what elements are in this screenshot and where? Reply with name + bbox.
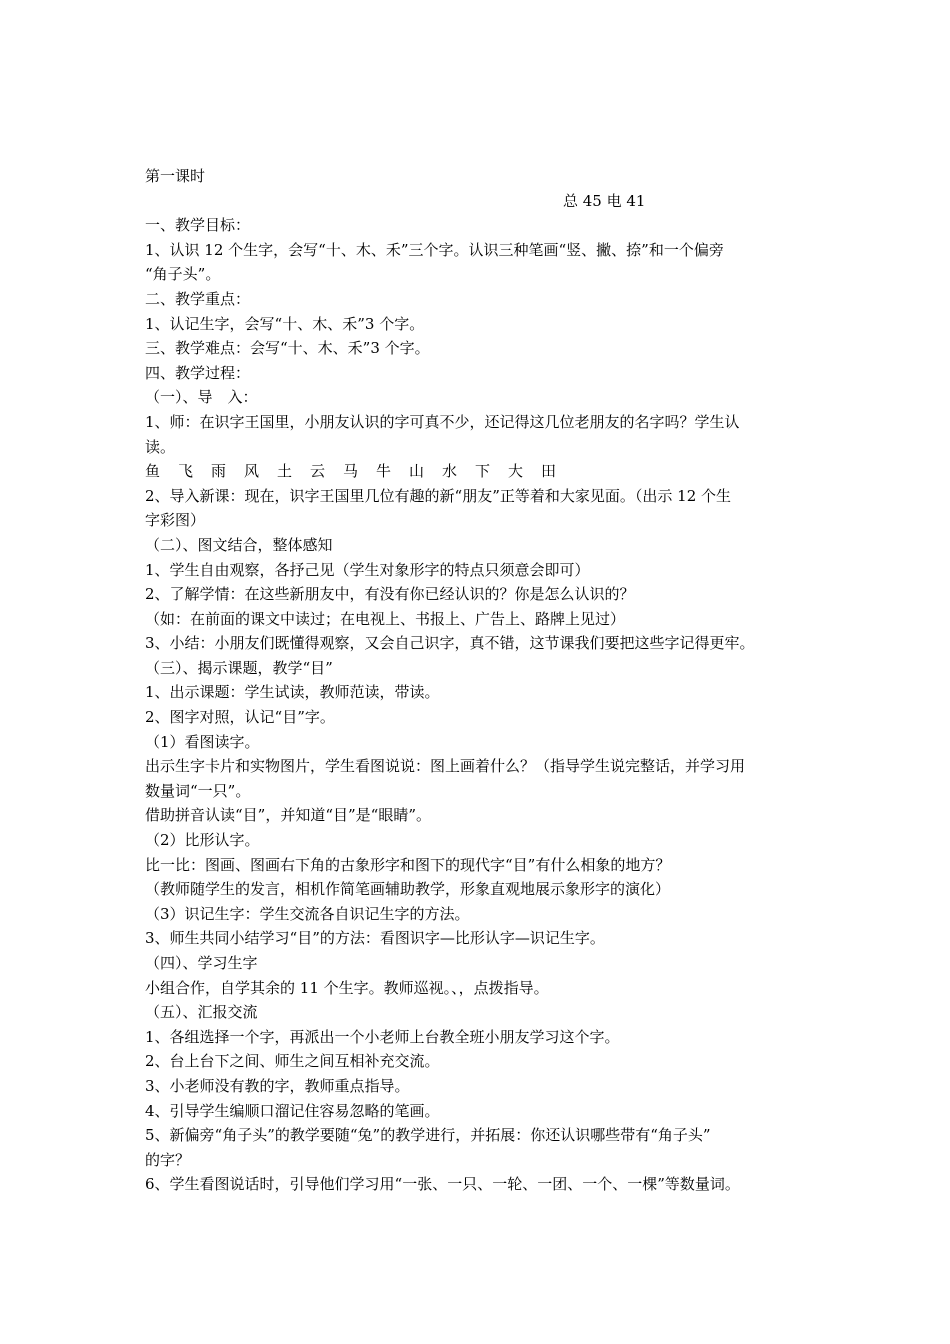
text-line: 1、出示课题：学生试读，教师范读，带读。: [145, 683, 440, 702]
text-line: 4、引导学生编顺口溜记住容易忽略的笔画。: [145, 1101, 440, 1120]
text-line: 2、导入新课：现在，识字王国里几位有趣的新“朋友”正等着和大家见面。（出示 12 个生: [145, 486, 732, 505]
text-line: 四、教学过程：: [145, 363, 251, 382]
character-row: [145, 459, 815, 484]
text-line: （2）比形认字。: [145, 831, 260, 850]
text-line: 小组合作，自学其余的 11 个生字。教师巡视。、，点拨指导。: [145, 978, 549, 997]
character: 风: [244, 462, 260, 481]
character: 牛: [376, 462, 392, 481]
text-line: 3、师生共同小结学习“目”的方法：看图识字—比形认字—识记生字。: [145, 929, 605, 948]
character: 飞: [178, 462, 194, 481]
text-line: 借助拼音认读“目”，并知道“目”是“眼睛”。: [145, 806, 432, 825]
text-line: （3）识记生字：学生交流各自识记生字的方法。: [145, 904, 470, 923]
text-line: 1、各组选择一个字，再派出一个小老师上台教全班小朋友学习这个字。: [145, 1027, 620, 1046]
document-page: [145, 164, 815, 1197]
text-line: 3、小结：小朋友们既懂得观察，又会自己识字，真不错，这节课我们要把这些字记得更牢。: [145, 634, 755, 653]
text-line: 1、认记生字，会写“十、木、禾”3 个字。: [145, 314, 425, 333]
text-line: 2、台上台下之间、师生之间互相补充交流。: [145, 1052, 440, 1071]
lesson-title: 第一课时: [145, 167, 206, 185]
text-line: 5、新偏旁“角子头”的教学要随“兔”的教学进行，并拓展：你还认识哪些带有“角子头”: [145, 1126, 711, 1145]
text-line: （一）、导 入：: [145, 388, 258, 407]
text-line: （如：在前面的课文中读过；在电视上、书报上、广告上、路牌上见过）: [145, 609, 626, 628]
character: 土: [277, 462, 293, 481]
character: 鱼: [145, 462, 161, 481]
text-line: 的字？: [145, 1150, 191, 1169]
text-line: 数量词“一只”。: [145, 781, 251, 800]
text-line: 6、学生看图说话时，引导他们学习用“一张、一只、一轮、一团、一个、一棵”等数量词。: [145, 1175, 740, 1194]
character: 山: [409, 462, 425, 481]
text-line: 三、教学难点：会写“十、木、禾”3 个字。: [145, 339, 430, 358]
text-line: 出示生字卡片和实物图片，学生看图说说：图上画着什么？（指导学生说完整话，并学习用: [145, 757, 746, 776]
text-line: （五）、汇报交流: [145, 1003, 258, 1022]
character: 大: [508, 462, 524, 481]
text-line: 1、认识 12 个生字，会写“十、木、禾”三个字。认识三种笔画“竖、撇、捺”和一个偏旁: [145, 240, 724, 259]
character: 马: [343, 462, 359, 481]
text-line: “角子头”。: [145, 265, 221, 284]
text-line: 二、教学重点：: [145, 289, 251, 308]
text-line: （教师随学生的发言，相机作简笔画辅助教学，形象直观地展示象形字的演化）: [145, 880, 671, 899]
text-line: 2、图字对照，认记“目”字。: [145, 708, 335, 727]
text-line: 2、了解学情：在这些新朋友中，有没有你已经认识的？你是怎么认识的？: [145, 585, 635, 604]
character: 云: [310, 462, 326, 481]
text-line: （二）、图文结合，整体感知: [145, 535, 333, 554]
character: 雨: [211, 462, 227, 481]
character: 下: [475, 462, 491, 481]
text-line: 读。: [145, 437, 176, 456]
text-line: 3、小老师没有教的字，教师重点指导。: [145, 1076, 410, 1095]
text-line: 1、学生自由观察，各抒己见（学生对象形字的特点只须意会即可）: [145, 560, 590, 579]
text-line: （三）、揭示课题，教学“目”: [145, 658, 333, 677]
character: 水: [442, 462, 458, 481]
lesson-code: 总 45 电 41: [563, 191, 646, 210]
text-line: 比一比：图画、图画右下角的古象形字和图下的现代字“目”有什么相象的地方？: [145, 855, 671, 874]
text-line: （四）、学习生字: [145, 954, 258, 972]
text-line: （1）看图读字。: [145, 732, 260, 751]
character: 田: [541, 462, 557, 481]
text-line: 一、教学目标：: [145, 216, 251, 235]
text-line: 1、师：在识字王国里，小朋友认识的字可真不少，还记得这几位老朋友的名字吗？学生认: [145, 412, 740, 431]
text-line: 字彩图）: [145, 511, 206, 530]
